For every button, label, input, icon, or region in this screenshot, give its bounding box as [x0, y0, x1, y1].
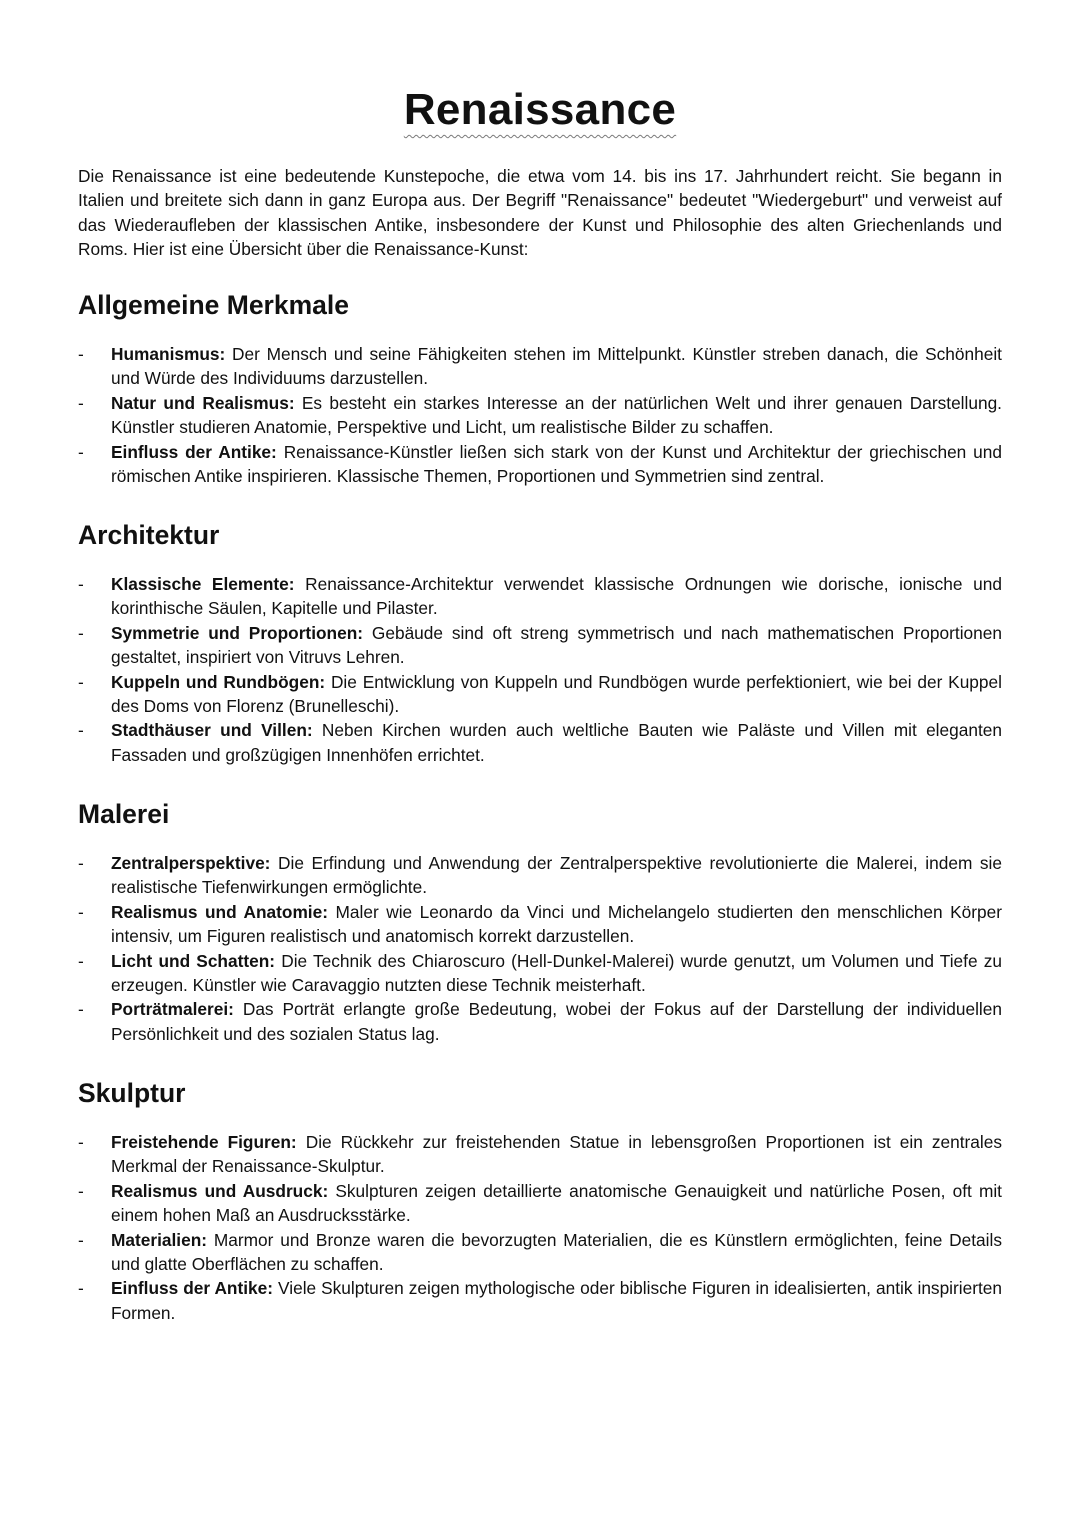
item-term: Klassische Elemente: [111, 574, 295, 594]
bullet-dash: - [78, 1278, 84, 1299]
item-text: Die Rückkehr zur freistehenden Statue in lebensgroßen Proportionen ist ein zentrales Merkmal der Renaissance-Skulptur. [111, 1132, 1002, 1177]
item-term: Realismus und Ausdruck: [111, 1180, 329, 1201]
item-term: Einfluss der Antike: [111, 441, 277, 462]
item-term: Einfluss der Antike: [111, 1278, 274, 1299]
bullet-dash: - [78, 622, 84, 643]
bullet-dash: - [78, 1132, 84, 1152]
list-item [78, 670, 1002, 719]
list-item [78, 572, 1002, 621]
bullet-list [78, 342, 1002, 488]
item-text: Die Erfindung und Anwendung der Zentralperspektive revolutionierte die Malerei, indem sie realistische Tiefenwirkungen ermöglichte. [111, 853, 1002, 898]
list-item [78, 1130, 1002, 1179]
bullet-list [78, 572, 1002, 767]
item-term: Realismus und Anatomie: [111, 901, 328, 922]
item-text: Das Porträt erlangte große Bedeutung, wobei der Fokus auf der Darstellung der individuellen Persönlichkeit und des sozialen Status lag. [111, 999, 1002, 1044]
item-text: Es besteht ein starkes Interesse an der natürlichen Welt und ihrer genauen Darstellung. Künstler studieren Anatomie, Perspektive und Licht, um realistische Bilder zu schaffen. [111, 392, 1002, 438]
item-text: Gebäude sind oft streng symmetrisch und nach mathematischen Proportionen gestaltet, inspiriert von Vitruvs Lehren. [111, 622, 1002, 668]
item-text: Skulpturen zeigen detaillierte anatomische Genauigkeit und natürliche Posen, oft mit einem hohen Maß an Ausdrucksstärke. [111, 1180, 1002, 1226]
bullet-dash: - [78, 344, 84, 364]
item-text: Viele Skulpturen zeigen mythologische oder biblische Figuren in idealisierten, antik inspirierten Formen. [111, 1278, 1002, 1323]
item-term: Licht und Schatten: [111, 950, 276, 971]
section-architektur [78, 518, 1002, 765]
section-heading: Malerei [78, 799, 170, 829]
item-text: Maler wie Leonardo da Vinci und Michelangelo studierten den menschlichen Körper intensiv, um Figuren realistisch und anatomisch korrekt darzustellen. [111, 901, 1002, 947]
section-skulptur [78, 1076, 1002, 1323]
list-item [78, 1179, 1002, 1228]
bullet-dash: - [78, 720, 84, 741]
item-term: Symmetrie und Proportionen: [111, 622, 364, 643]
page-title: Renaissance [403, 85, 677, 134]
item-text: Renaissance-Architektur verwendet klassische Ordnungen wie dorische, ionische und korinthische Säulen, Kapitelle und Pilaster. [111, 574, 1002, 619]
list-item [78, 1228, 1002, 1277]
list-item [78, 949, 1002, 998]
bullet-dash: - [78, 441, 84, 462]
item-text: Marmor und Bronze waren die bevorzugten Materialien, die es Künstlern ermöglichten, feine Details und glatte Oberflächen zu schaffen. [111, 1229, 1002, 1275]
section-heading: Skulptur [78, 1078, 186, 1108]
bullet-list [78, 1130, 1002, 1325]
list-item [78, 851, 1002, 900]
list-item [78, 997, 1002, 1046]
bullet-dash: - [78, 392, 84, 413]
item-term: Humanismus: [111, 344, 226, 364]
title-container [78, 84, 1002, 136]
list-item [78, 718, 1002, 767]
bullet-dash: - [78, 853, 84, 873]
item-term: Natur und Realismus: [111, 392, 295, 413]
bullet-dash: - [78, 1229, 84, 1250]
list-item [78, 440, 1002, 489]
intro-paragraph: Die Renaissance ist eine bedeutende Kunstepoche, die etwa vom 14. bis ins 17. Jahrhundert reicht. Sie begann in Italien und breitete sich dann in ganz Europa aus. Der Begriff "Renaissance" bedeutet "Wiedergeburt" und verweist auf das Wiederaufleben der klassischen Antike, insbesondere der Kunst und Philosophie des alten Griechenlands und Roms. Hier ist eine Übersicht über die Renaissance-Kunst: [78, 166, 1002, 260]
item-text: Die Entwicklung von Kuppeln und Rundbögen wurde perfektioniert, wie bei der Kuppel des Doms von Florenz (Brunelleschi). [111, 671, 1002, 717]
bullet-list [78, 851, 1002, 1046]
item-text: Die Technik des Chiaroscuro (Hell-Dunkel-Malerei) wurde genutzt, um Volumen und Tiefe zu erzeugen. Künstler wie Caravaggio nutzten diese Technik meisterhaft. [111, 950, 1002, 996]
item-term: Freistehende Figuren: [111, 1132, 297, 1152]
section-allgemeine-merkmale [78, 288, 1002, 487]
section-heading: Architektur [78, 520, 220, 550]
item-text: Der Mensch und seine Fähigkeiten stehen im Mittelpunkt. Künstler streben danach, die Schönheit und Würde des Individuums darzustellen. [111, 344, 1002, 389]
item-term: Porträtmalerei: [111, 999, 234, 1020]
list-item [78, 342, 1002, 391]
list-item [78, 1276, 1002, 1325]
bullet-dash: - [78, 574, 84, 594]
item-term: Kuppeln und Rundbögen: [111, 671, 326, 692]
section-heading: Allgemeine Merkmale [78, 290, 350, 320]
list-item [78, 391, 1002, 440]
list-item [78, 621, 1002, 670]
item-term: Materialien: [111, 1229, 208, 1250]
item-term: Stadthäuser und Villen: [111, 720, 313, 741]
section-malerei [78, 797, 1002, 1044]
item-term: Zentralperspektive: [111, 853, 271, 873]
bullet-dash: - [78, 950, 84, 971]
bullet-dash: - [78, 671, 84, 692]
bullet-dash: - [78, 999, 84, 1020]
bullet-dash: - [78, 1180, 84, 1201]
list-item [78, 900, 1002, 949]
item-text: Neben Kirchen wurden auch weltliche Bauten wie Paläste und Villen mit eleganten Fassaden und großzügigen Innenhöfen errichtet. [111, 720, 1002, 765]
item-text: Renaissance-Künstler ließen sich stark von der Kunst und Architektur der griechischen und römischen Antike inspirieren. Klassische Themen, Proportionen und Symmetrien sind zentral. [111, 441, 1002, 487]
bullet-dash: - [78, 901, 84, 922]
